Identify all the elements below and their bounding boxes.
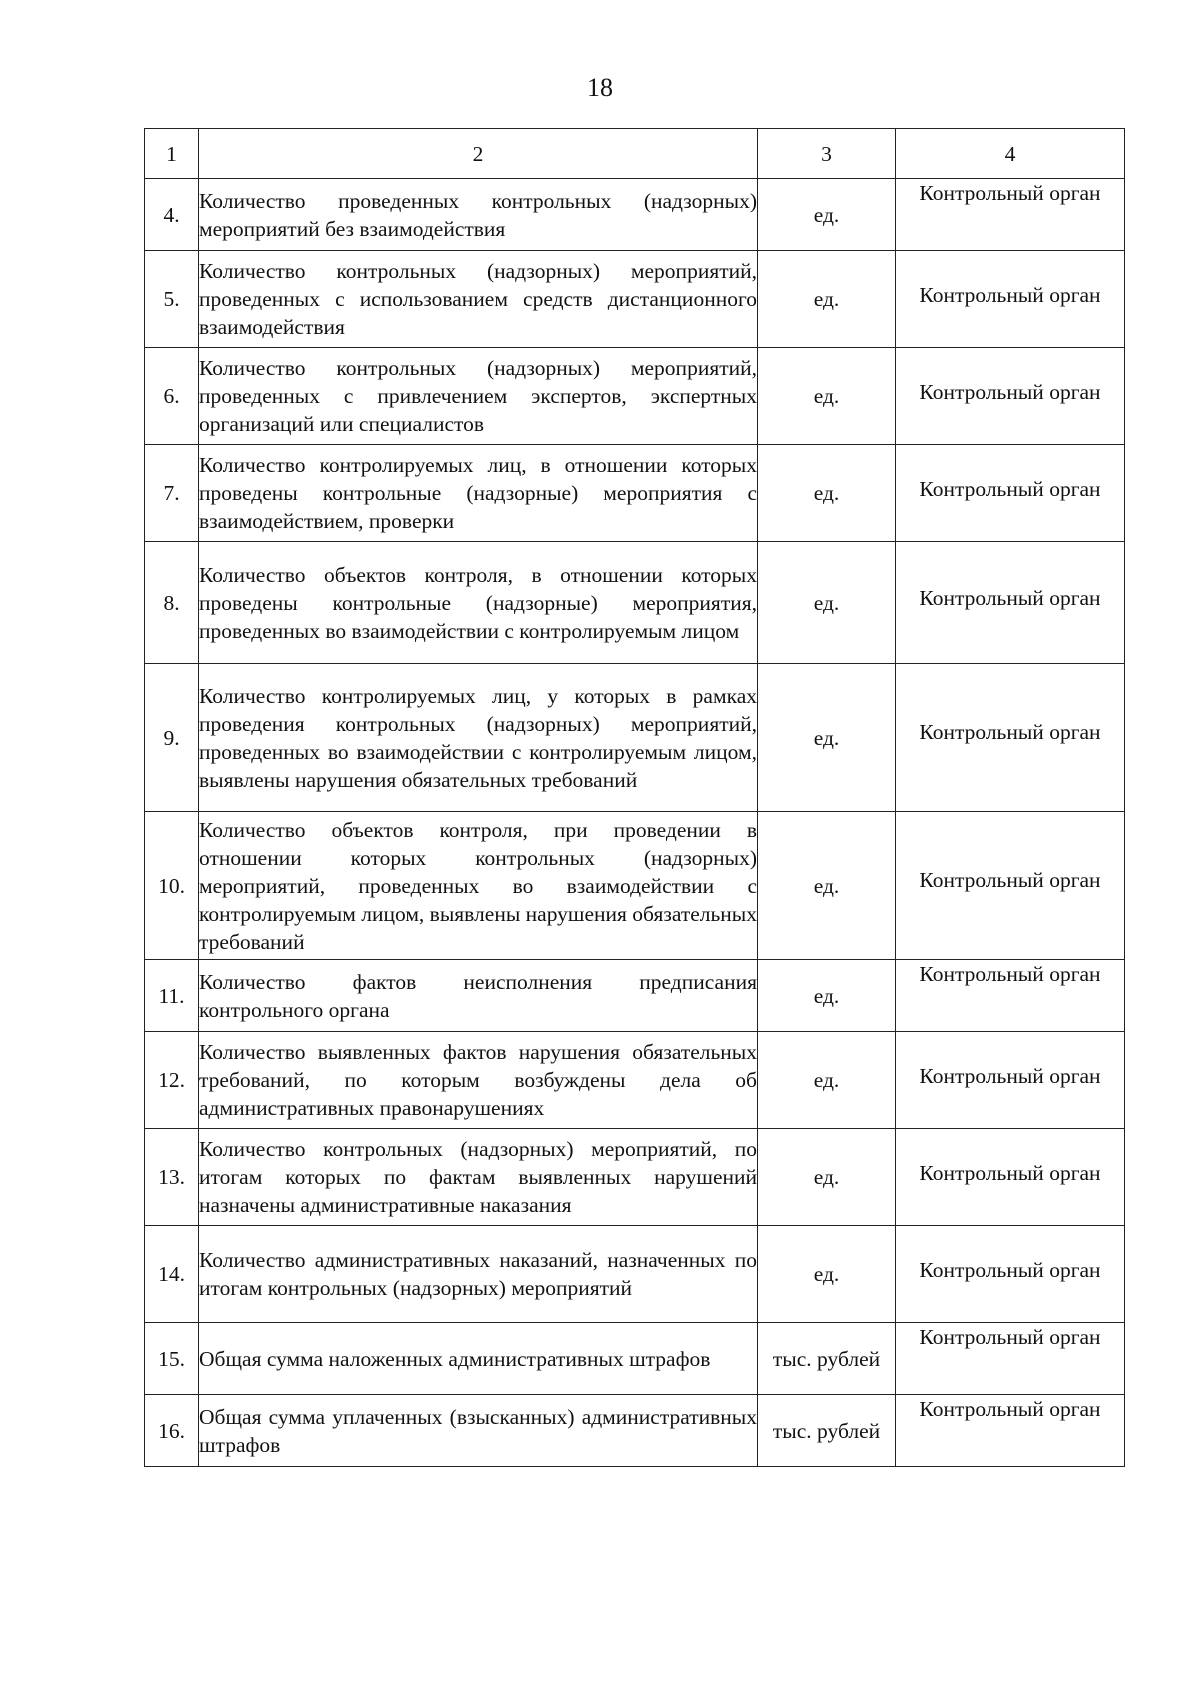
responsible-body: Контрольный орган (896, 179, 1125, 251)
row-number: 10. (145, 812, 199, 960)
responsible-body: Контрольный орган (896, 348, 1125, 445)
unit-of-measure: тыс. рублей (758, 1395, 896, 1467)
row-number: 13. (145, 1129, 199, 1226)
indicator-name: Общая сумма уплаченных (взысканных) административных штрафов (199, 1395, 758, 1467)
indicator-name: Количество объектов контроля, в отношении которых проведены контрольные (надзорные) мероприятия, проведенных во взаимодействии с контролируемым лицом (199, 542, 758, 664)
row-number: 14. (145, 1226, 199, 1323)
table-row (145, 664, 1125, 812)
responsible-body: Контрольный орган (896, 664, 1125, 812)
indicator-name: Количество фактов неисполнения предписания контрольного органа (199, 960, 758, 1032)
row-number: 6. (145, 348, 199, 445)
unit-of-measure: ед. (758, 251, 896, 348)
table-row (145, 445, 1125, 542)
responsible-body: Контрольный орган (896, 542, 1125, 664)
responsible-body: Контрольный орган (896, 1395, 1125, 1467)
responsible-body: Контрольный орган (896, 445, 1125, 542)
responsible-body: Контрольный орган (896, 1226, 1125, 1323)
indicator-name: Общая сумма наложенных административных штрафов (199, 1323, 758, 1395)
indicator-name: Количество объектов контроля, при проведении в отношении которых контрольных (надзорных) мероприятий, проведенных во взаимодействии с контролируемым лицом, выявлены нарушения обязательных требований (199, 812, 758, 960)
table-row (145, 1395, 1125, 1467)
row-number: 16. (145, 1395, 199, 1467)
unit-of-measure: ед. (758, 960, 896, 1032)
column-header: 2 (199, 129, 758, 179)
table-row (145, 179, 1125, 251)
indicator-name: Количество контролируемых лиц, в отношении которых проведены контрольные (надзорные) мероприятия с взаимодействием, проверки (199, 445, 758, 542)
unit-of-measure: ед. (758, 1226, 896, 1323)
responsible-body: Контрольный орган (896, 812, 1125, 960)
indicator-name: Количество контрольных (надзорных) мероприятий, проведенных с использованием средств дистанционного взаимодействия (199, 251, 758, 348)
indicator-name: Количество контрольных (надзорных) мероприятий, проведенных с привлечением экспертов, экспертных организаций или специалистов (199, 348, 758, 445)
responsible-body: Контрольный орган (896, 1323, 1125, 1395)
table-row (145, 1032, 1125, 1129)
unit-of-measure: ед. (758, 542, 896, 664)
unit-of-measure: ед. (758, 1032, 896, 1129)
indicator-name: Количество проведенных контрольных (надзорных) мероприятий без взаимодействия (199, 179, 758, 251)
unit-of-measure: ед. (758, 445, 896, 542)
column-header: 4 (896, 129, 1125, 179)
table-row (145, 251, 1125, 348)
indicator-name: Количество административных наказаний, назначенных по итогам контрольных (надзорных) мероприятий (199, 1226, 758, 1323)
row-number: 11. (145, 960, 199, 1032)
responsible-body: Контрольный орган (896, 960, 1125, 1032)
row-number: 5. (145, 251, 199, 348)
unit-of-measure: ед. (758, 179, 896, 251)
unit-of-measure: ед. (758, 348, 896, 445)
unit-of-measure: ед. (758, 1129, 896, 1226)
indicators-table (144, 128, 1125, 1467)
row-number: 8. (145, 542, 199, 664)
table-row (145, 960, 1125, 1032)
table-row (145, 542, 1125, 664)
responsible-body: Контрольный орган (896, 251, 1125, 348)
responsible-body: Контрольный орган (896, 1032, 1125, 1129)
unit-of-measure: ед. (758, 664, 896, 812)
column-header: 1 (145, 129, 199, 179)
indicator-name: Количество выявленных фактов нарушения обязательных требований, по которым возбуждены дела об административных правонарушениях (199, 1032, 758, 1129)
unit-of-measure: ед. (758, 812, 896, 960)
row-number: 9. (145, 664, 199, 812)
page-number: 18 (587, 73, 613, 102)
row-number: 15. (145, 1323, 199, 1395)
table-row (145, 812, 1125, 960)
table-row (145, 1129, 1125, 1226)
responsible-body: Контрольный орган (896, 1129, 1125, 1226)
indicator-name: Количество контрольных (надзорных) мероприятий, по итогам которых по фактам выявленных нарушений назначены административные наказания (199, 1129, 758, 1226)
table-row (145, 1226, 1125, 1323)
row-number: 7. (145, 445, 199, 542)
column-header: 3 (758, 129, 896, 179)
table-header-row (145, 129, 1125, 179)
row-number: 4. (145, 179, 199, 251)
unit-of-measure: тыс. рублей (758, 1323, 896, 1395)
indicator-name: Количество контролируемых лиц, у которых в рамках проведения контрольных (надзорных) мероприятий, проведенных во взаимодействии с контролируемым лицом, выявлены нарушения обязательных требований (199, 664, 758, 812)
table-row (145, 1323, 1125, 1395)
row-number: 12. (145, 1032, 199, 1129)
table-row (145, 348, 1125, 445)
